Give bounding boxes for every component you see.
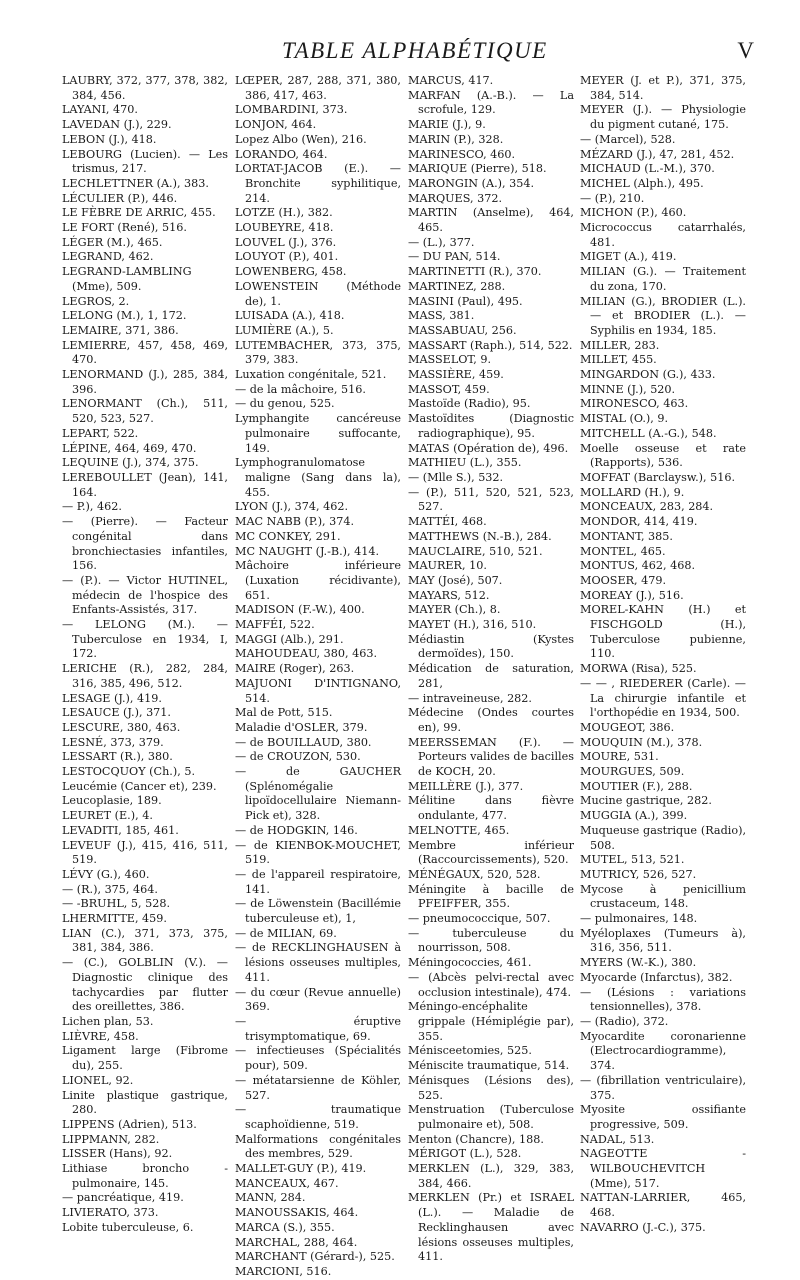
index-entry: MANCEAUX, 467. [235,1176,339,1190]
index-entry: LONJON, 464. [235,118,317,132]
index-entry: LELONG (M.), 1, 172. [62,309,187,323]
index-entry: — (Radio), 372. [580,1015,669,1028]
index-entry: NAGEOTTE - WILBOUCHEVITCH (Mme), 517. [580,1147,746,1190]
index-entry: MILIAN (G.). — Traitement du zona, 170. [580,265,746,293]
index-entry: — intraveineuse, 282. [408,691,532,705]
index-entry: MITCHELL (A.-G.), 548. [580,426,717,440]
index-entry: LUMIÈRE (A.), 5. [235,323,334,337]
index-entry: LEPART, 522. [62,426,139,440]
index-entry: LEURET (E.), 4. [62,809,153,823]
index-entry: MIGET (A.), 419. [580,250,677,264]
index-entry: Mal de Pott, 515. [235,706,333,720]
index-entry: — de la mâchoire, 516. [235,382,366,396]
index-column-1 [62,74,228,1236]
page-title: TABLE ALPHABÉTIQUE [282,38,548,63]
index-entry: MERKLEN (Pr.) et ISRAEL (L.). — Maladie de Recklinghausen avec lésions osseuses multiples, 411. [408,1191,574,1264]
index-entry: LIVIERATO, 373. [62,1206,159,1220]
index-entry: — du cœur (Revue annuelle) 369. [235,985,401,1014]
index-entry: Muqueuse gastrique (Radio), 508. [580,823,746,852]
index-entry: MARCHANT (Gérard-), 525. [235,1250,395,1264]
index-entry: LIÈVRE, 458. [62,1029,139,1043]
index-entry: Méniscite traumatique, 514. [408,1059,570,1073]
index-entry: MOREL-KAHN (H.) et FISCHGOLD (H.), Tuberculose pubienne, 110. [580,603,746,661]
index-entry: LEMIERRE, 457, 458, 469, 470. [62,338,228,367]
index-column-4 [580,74,746,1236]
index-entry: MOUQUIN (M.), 378. [580,735,703,749]
index-entry: MARFAN (A.-B.). — La scrofule, 129. [408,88,574,117]
index-entry: — (L.), 377. [408,235,475,249]
index-entry: NATTAN-LARRIER, 465, 468. [580,1191,746,1220]
index-entry: MICHEL (Alph.), 495. [580,176,704,190]
index-entry: MUTEL, 513, 521. [580,853,685,867]
index-entry: — pancréatique, 419. [62,1191,184,1205]
index-entry: — de GAUCHER (Splénomégalie lipoïdocellulaire Niemann-Pick et), 328. [235,765,401,823]
index-entry: — (P.), 511, 520, 521, 523, 527. [408,485,574,514]
index-entry: MICHON (P.), 460. [580,206,687,220]
index-entry: — P.), 462. [62,500,122,514]
index-entry: LÉVY (G.), 460. [62,867,150,881]
index-entry: LERICHE (R.), 282, 284, 316, 385, 496, 512. [62,662,228,690]
index-entry: MAC NABB (P.), 374. [235,515,355,529]
index-entry: MERKLEN (L.), 329, 383, 384, 466. [408,1162,574,1190]
index-entry: LOUBEYRE, 418. [235,221,334,235]
index-entry: LEGRAND-LAMBLING (Mme), 509. [62,265,192,293]
index-entry: LECHLETTNER (A.), 383. [62,176,209,190]
index-entry: MUTRICY, 526, 527. [580,867,697,881]
index-entry: LESAUCE (J.), 371. [62,706,171,720]
index-entry: NAVARRO (J.-C.), 375. [580,1220,706,1234]
index-entry: LORANDO, 464. [235,147,328,161]
index-entry: MATHIEU (L.), 355. [408,456,522,470]
index-entry: MAJUONI D'INTIGNANO, 514. [235,676,401,705]
index-entry: MILLER, 283. [580,338,660,352]
index-entry: LAYANI, 470. [62,103,138,117]
index-entry: Mastoïde (Radio), 95. [408,397,531,411]
index-entry: — (Pierre). — Facteur congénital dans bronchiectasies infantiles, 156. [62,515,228,573]
index-entry: MADISON (F.-W.), 400. [235,603,365,617]
index-entry: LOUVEL (J.), 376. [235,235,337,249]
index-entry: MASINI (Paul), 495. [408,294,523,308]
index-entry: MÉNÉGAUX, 520, 528. [408,867,541,881]
index-entry: Menton (Chancre), 188. [408,1132,544,1146]
index-entry: MOREAY (J.), 516. [580,588,684,602]
index-entry: MAYER (Ch.), 8. [408,603,501,617]
index-entry: — pulmonaires, 148. [580,912,698,926]
index-entry: MONDOR, 414, 419. [580,515,698,529]
index-entry: LESNÉ, 373, 379. [62,735,164,749]
index-entry: MARONGIN (A.), 354. [408,176,535,190]
index-entry: — traumatique scaphoïdienne, 519. [235,1103,401,1131]
index-entry: MILIAN (G.), BRODIER (L.). — et BRODIER (L.). — Syphilis en 1934, 185. [580,294,746,337]
index-entry: MAIRE (Roger), 263. [235,662,355,676]
index-entry: — (P.), 210. [580,191,645,205]
index-entry: LEREBOULLET (Jean), 141, 164. [62,470,228,499]
index-entry: Mâchoire inférieure (Luxation récidivante), 651. [235,559,401,602]
index-entry: MARTIN (Anselme), 464, 465. [408,206,574,235]
index-entry: MEYER (J.). — Physiologie du pigment cutané, 175. [580,103,746,132]
index-entry: Luxation congénitale, 521. [235,368,387,382]
index-entry: — — , RIEDERER (Carle). — La chirurgie infantile et l'orthopédie en 1934, 500. [580,676,746,720]
index-entry: MONCEAUX, 283, 284. [580,500,714,514]
index-entry: — de MILIAN, 69. [235,926,337,940]
index-entry: MARTINETTI (R.), 370. [408,265,542,279]
index-entry: MASSART (Raph.), 514, 522. [408,338,573,352]
index-entry: — (Mlle S.), 532. [408,470,504,484]
index-entry: MOLLARD (H.), 9. [580,485,685,499]
index-entry: MARCIONI, 516. [235,1264,332,1278]
index-entry: MAGGI (Alb.), 291. [235,632,344,646]
index-column-2 [235,74,401,1280]
index-entry: LENORMAND (J.), 285, 384, 396. [62,368,228,396]
index-entry: Leucémie (Cancer et), 239. [62,779,217,793]
index-entry: LE FORT (René), 516. [62,221,187,235]
index-entry: MONTANT, 385. [580,529,673,543]
index-entry: MASSOT, 459. [408,382,490,396]
index-entry: LIAN (C.), 371, 373, 375, 381, 384, 386. [62,926,228,955]
index-entry: LOWENSTEIN (Méthode de), 1. [235,279,401,308]
index-entry: MASSELOT, 9. [408,353,492,367]
index-entry: LOUYOT (P.), 401. [235,250,339,264]
index-entry: Membre inférieur (Raccourcissements), 520. [408,838,574,867]
index-entry: MOUTIER (F.), 288. [580,779,693,793]
index-entry: MYERS (W.-K.), 380. [580,956,697,970]
index-entry: MOURE, 531. [580,750,659,764]
index-entry: Myosite ossifiante progressive, 509. [580,1103,746,1131]
index-entry: MARIQUE (Pierre), 518. [408,162,547,176]
index-entry: — (Marcel), 528. [580,132,676,146]
index-entry: LISSER (Hans), 92. [62,1147,173,1161]
index-entry: MINNE (J.), 520. [580,382,676,396]
index-entry: — éruptive trisymptomatique, 69. [235,1015,401,1043]
index-columns [62,74,780,1278]
index-entry: — -BRUHL, 5, 528. [62,897,171,911]
index-entry: MAHOUDEAU, 380, 463. [235,647,377,661]
index-entry: MEYER (J. et P.), 371, 375, 384, 514. [580,74,746,102]
index-entry: MOFFAT (Barclaysw.), 516. [580,470,736,484]
index-entry: — (Lésions : variations tensionnelles), 378. [580,985,746,1014]
index-entry: LEVADITI, 185, 461. [62,823,179,837]
index-entry: Mélitine dans fièvre ondulante, 477. [408,794,574,823]
index-entry: LEQUINE (J.), 374, 375. [62,456,199,470]
index-entry: MATTHEWS (N.-B.), 284. [408,529,552,543]
index-entry: Myocarde (Infarctus), 382. [580,970,733,984]
index-entry: MEILLÈRE (J.), 377. [408,779,524,793]
index-entry: MARCA (S.), 355. [235,1220,335,1234]
index-entry: MARINESCO, 460. [408,147,516,161]
index-entry: MASS, 381. [408,309,475,323]
index-column-3 [408,74,574,1265]
index-entry: Linite plastique gastrique, 280. [62,1088,228,1117]
index-entry: MOUGEOT, 386. [580,720,675,734]
index-entry: — pneumococcique, 507. [408,912,551,926]
index-entry: Ménisques (Lésions des), 525. [408,1073,574,1102]
index-entry: — de CROUZON, 530. [235,750,361,764]
index-entry: Méningite à bacille de PFEIFFER, 355. [408,882,574,911]
index-entry: Médiastin (Kystes dermoïdes), 150. [408,632,574,661]
index-entry: Mycose à penicillium crustaceum, 148. [580,882,746,911]
index-entry: LOWENBERG, 458. [235,265,347,279]
index-entry: MARQUES, 372. [408,191,503,205]
index-entry: MARTINEZ, 288. [408,279,506,293]
index-entry: MATTÉI, 468. [408,515,487,529]
index-entry: MOOSER, 479. [580,573,667,587]
index-entry: LEMAIRE, 371, 386. [62,323,179,337]
index-entry: LIPPENS (Adrien), 513. [62,1117,197,1131]
index-entry: LÉPINE, 464, 469, 470. [62,441,197,455]
index-entry: MAY (José), 507. [408,573,503,587]
index-entry: — de Löwenstein (Bacillémie tuberculeuse et), 1, [235,897,401,926]
index-entry: Menstruation (Tuberculose pulmonaire et), 508. [408,1103,574,1131]
index-entry: MORWA (Risa), 525. [580,662,697,676]
index-entry: LIPPMANN, 282. [62,1132,160,1146]
index-entry: — tuberculeuse du nourrisson, 508. [408,926,574,955]
index-entry: LEGRAND, 462. [62,250,154,264]
index-entry: LUISADA (A.), 418. [235,309,345,323]
index-entry: LEBOURG (Lucien). — Les trismus, 217. [62,147,228,176]
index-entry: MANN, 284. [235,1191,306,1205]
index-entry: MAURER, 10. [408,559,487,573]
index-entry: — du genou, 525. [235,397,335,411]
index-entry: Médication de saturation, 281, [408,662,574,690]
index-entry: MOURGUES, 509. [580,765,685,779]
index-entry: Lithiase broncho - pulmonaire, 145. [62,1162,228,1190]
index-entry: MAFFÉI, 522. [235,618,315,632]
index-entry: — DU PAN, 514. [408,250,501,264]
index-entry: Lobite tuberculeuse, 6. [62,1220,194,1234]
index-entry: — de HODGKIN, 146. [235,823,358,837]
index-entry: MISTAL (O.), 9. [580,412,669,426]
index-entry: Méningo-encéphalite grippale (Hémiplégie par), 355. [408,1000,574,1043]
index-entry: Mucine gastrique, 282. [580,794,712,808]
page-number: V [737,38,754,63]
index-entry: MAUCLAIRE, 510, 521. [408,544,543,558]
index-entry: MILLET, 455. [580,353,657,367]
index-entry: LESAGE (J.), 419. [62,691,162,705]
index-entry: MASSABUAU, 256. [408,323,517,337]
index-entry: — de KIENBOK-MOUCHET, 519. [235,838,401,867]
index-entry: MONTEL, 465. [580,544,666,558]
index-entry: — infectieuses (Spécialités pour), 509. [235,1044,401,1073]
index-entry: LESSART (R.), 380. [62,750,173,764]
index-entry: MARCHAL, 288, 464. [235,1235,358,1249]
index-entry: MARCUS, 417. [408,74,494,87]
index-entry: — de l'appareil respiratoire, 141. [235,867,401,896]
index-entry: Micrococcus catarrhalés, 481. [580,221,746,249]
index-entry: LIONEL, 92. [62,1073,134,1087]
index-entry: LORTAT-JACOB (E.). — Bronchite syphilitique, 214. [235,162,401,205]
index-entry: LAUBRY, 372, 377, 378, 382, 384, 456. [62,74,228,102]
index-entry: — (R.), 375, 464. [62,882,158,896]
index-entry: Lichen plan, 53. [62,1015,154,1028]
index-entry: Maladie d'OSLER, 379. [235,720,368,734]
index-entry: MARIE (J.), 9. [408,118,486,132]
index-entry: LE FÈBRE DE ARRIC, 455. [62,206,216,220]
index-entry: NADAL, 513. [580,1132,655,1146]
index-entry: MC CONKEY, 291. [235,529,341,543]
index-entry: MÉRIGOT (L.), 528. [408,1147,522,1161]
index-entry: MAYARS, 512. [408,588,490,602]
index-entry: MUGGIA (A.), 399. [580,809,688,823]
index-entry: MAYET (H.), 316, 510. [408,618,537,632]
index-entry: MC NAUGHT (J.-B.), 414. [235,544,380,558]
index-entry: LOMBARDINI, 373. [235,103,348,117]
index-entry: MINGARDON (G.), 433. [580,368,716,382]
index-entry: Myéloplaxes (Tumeurs à), 316, 356, 511. [580,926,746,955]
index-entry: LENORMANT (Ch.), 511, 520, 523, 527. [62,397,228,426]
index-entry: — métatarsienne de Köhler, 527. [235,1073,401,1102]
index-entry: MELNOTTE, 465. [408,823,510,837]
index-entry: MEERSSEMAN (F.). — Porteurs valides de bacilles de KOCH, 20. [408,735,574,779]
index-entry: LEBON (J.), 418. [62,132,157,146]
index-entry: MÉZARD (J.), 47, 281, 452. [580,147,735,161]
index-entry: LHERMITTE, 459. [62,912,167,926]
index-entry: — (fibrillation ventriculaire), 375. [580,1073,746,1102]
index-entry: MANOUSSAKIS, 464. [235,1206,359,1220]
index-entry: LYON (J.), 374, 462. [235,500,349,514]
index-entry: LEVEUF (J.), 415, 416, 511, 519. [62,838,228,867]
index-entry: LÉGER (M.), 465. [62,235,163,249]
index-entry: Myocardite coronarienne (Electrocardiogramme), 374. [580,1029,746,1073]
page-header [0,38,800,74]
index-entry: Ligament large (Fibrome du), 255. [62,1044,228,1073]
index-entry: LESTOCQUOY (Ch.), 5. [62,765,196,779]
index-entry: LŒPER, 287, 288, 371, 380, 386, 417, 463. [235,74,401,102]
index-entry: Méningococcies, 461. [408,956,532,970]
index-entry: MARIN (P.), 328. [408,132,504,146]
index-entry: — de BOUILLAUD, 380. [235,735,372,749]
index-entry: MONTUS, 462, 468. [580,559,696,573]
index-entry: LUTEMBACHER, 373, 375, 379, 383. [235,338,401,367]
index-entry: MICHAUD (L.-M.), 370. [580,162,715,176]
index-entry: MATAS (Opération de), 496. [408,441,569,455]
index-entry: Leucoplasie, 189. [62,794,162,808]
index-entry: LÉCULIER (P.), 446. [62,191,178,205]
index-entry: MASSIÈRE, 459. [408,368,504,382]
index-entry: Ménisceetomies, 525. [408,1044,532,1058]
index-entry: — (C.), GOLBLIN (V.). — Diagnostic clinique des tachycardies par flutter des oreillettes, 386. [62,956,228,1014]
index-entry: Moelle osseuse et rate (Rapports), 536. [580,441,746,470]
index-entry: Lymphangite cancéreuse pulmonaire suffocante, 149. [235,412,401,455]
index-entry: Médecine (Ondes courtes en), 99. [408,706,574,734]
index-entry: MALLET-GUY (P.), 419. [235,1162,367,1176]
index-entry: MIRONESCO, 463. [580,397,689,411]
index-entry: — (P.). — Victor HUTINEL, médecin de l'hospice des Enfants-Assistés, 317. [62,573,228,617]
index-entry: — (Abcès pelvi-rectal avec occlusion intestinale), 474. [408,970,574,999]
index-entry: LESCURE, 380, 463. [62,720,181,734]
index-entry: — de RECKLINGHAUSEN à lésions osseuses multiples, 411. [235,941,401,984]
index-entry: Malformations congénitales des membres, 529. [235,1132,401,1161]
index-entry: LOTZE (H.), 382. [235,206,333,220]
index-entry: LAVEDAN (J.), 229. [62,118,172,132]
index-entry: LEGROS, 2. [62,294,130,308]
index-entry: — LELONG (M.). — Tuberculose en 1934, I, 172. [62,618,228,661]
index-entry: Lopez Albo (Wen), 216. [235,132,367,146]
index-entry: Mastoïdites (Diagnostic radiographique), 95. [408,412,574,440]
index-entry: Lymphogranulomatose maligne (Sang dans la), 455. [235,456,401,499]
